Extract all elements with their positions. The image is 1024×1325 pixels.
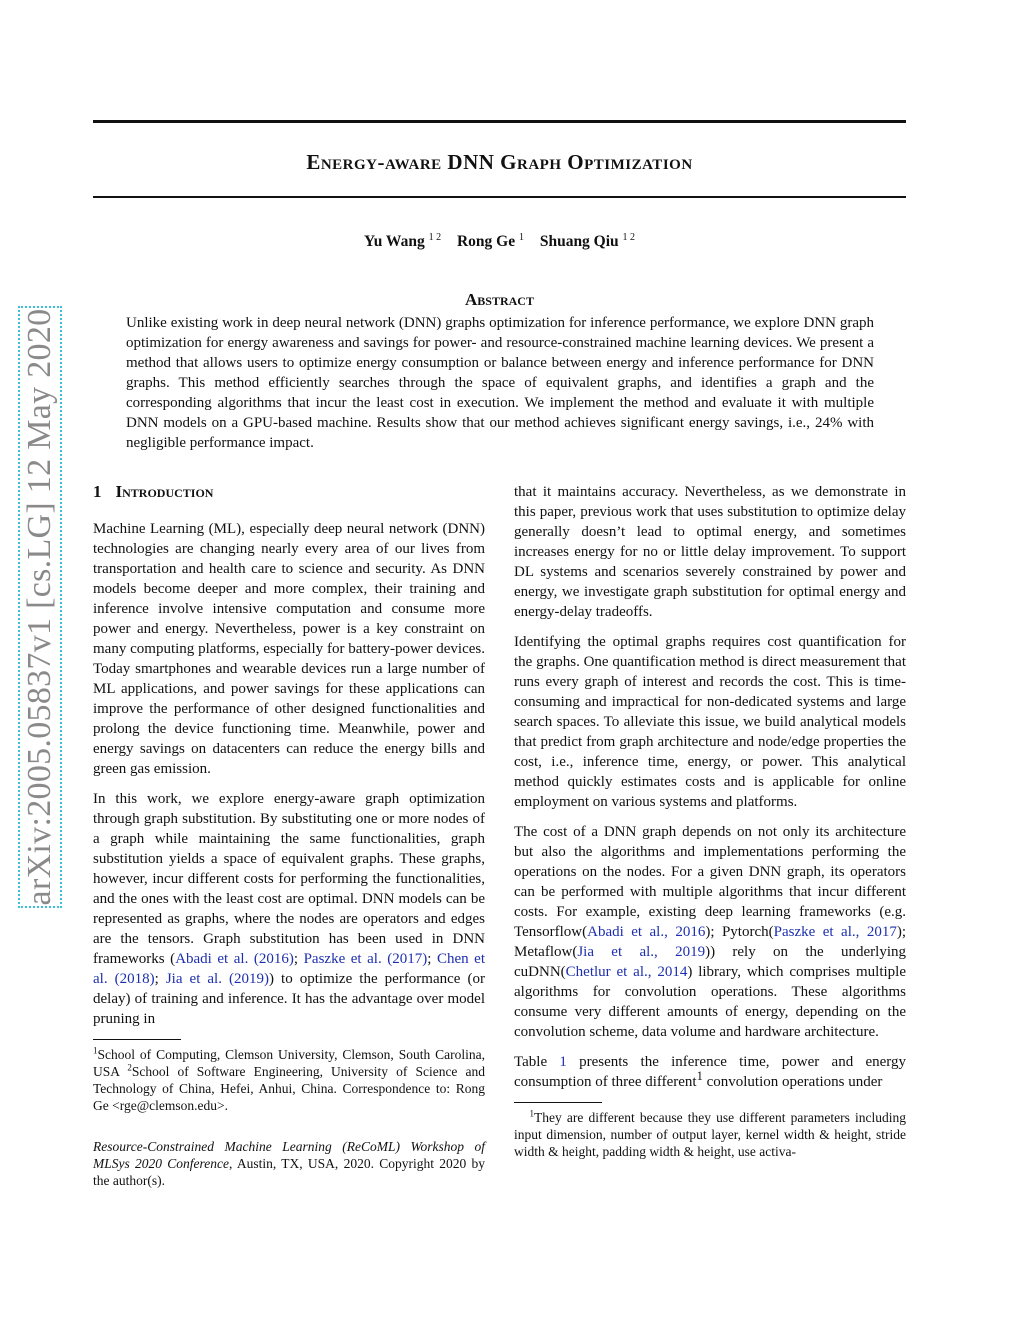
paragraph: Table 1 presents the inference time, power and energy consumption of three different$^1$ convolution operations under	[514, 1054, 906, 1090]
paper-title: Energy-aware DNN Graph Optimization	[306, 150, 693, 174]
citation-link[interactable]: Abadi et al., 2016	[587, 924, 706, 940]
author: Shuang Qiu $^{1 2}$	[539, 231, 636, 250]
table-ref-link[interactable]: 1	[559, 1054, 567, 1070]
footnote-mark[interactable]: 1	[696, 1069, 703, 1083]
citation-link[interactable]: Chetlur et al., 2014	[565, 964, 688, 980]
footnote-rule	[514, 1102, 602, 1103]
arxiv-stamp: arXiv:2005.05837v1 [cs.LG] 12 May 2020	[21, 308, 58, 906]
title-rule-bottom	[93, 196, 906, 198]
citation-link[interactable]: Jia et al., 2019	[577, 944, 706, 960]
citation-link[interactable]: Jia et al. (2019)	[165, 971, 270, 987]
abstract-body: Unlike existing work in deep neural network (DNN) graphs optimization for inference performance, we explore DNN graph optimization for energy awareness and savings for power- and resource-constrained machine learning devices. We present a method that allows users to optimize energy consumption or balance between energy and inference performance for DNN graphs. This method efficiently searches through the space of equivalent graphs, and identifies a graph and the corresponding algorithms that incur the least cost in execution. We implement the method and evaluate it with multiple DNN models on a GPU-based machine. Results show that our method achieves significant energy savings, i.e., 24% with negligible performance impact.	[126, 315, 874, 451]
section-heading: 1 Introduction	[93, 482, 214, 501]
author: Rong Ge $^1$	[456, 231, 524, 250]
title-rule-top	[93, 120, 906, 123]
paragraph: Machine Learning (ML), especially deep neural network (DNN) technologies are changing nearly every area of our lives from transportation and health care to science and security. As DNN models become deeper and more complex, their training and inference involve intensive computation and consume more power and energy. Nevertheless, power is a key constraint on many computing platforms, especially for battery-power devices. Today smartphones and wearable devices run a large number of ML applications, and power savings for these applications can improve the performance of other designed functionalities and prolong the device functioning time. Meanwhile, power and energy savings on datacenters can reduce the energy bills and green gas emission.	[93, 521, 485, 777]
citation-link[interactable]: Chen et al. (2018)	[93, 951, 485, 987]
abstract-heading: Abstract	[465, 290, 534, 309]
citation-link[interactable]: Paszke et al. (2017)	[303, 951, 428, 967]
venue-note: Resource-Constrained Machine Learning (ReCoML) Workshop of MLSys 2020 Conference, Austin, TX, USA, 2020. Copyright 2020 by the author(s).	[93, 1139, 485, 1188]
footnote-rule	[93, 1039, 181, 1040]
author-list	[93, 233, 906, 251]
footnote-1: $^1$They are different because they use different parameters including input dimension, number of output layer, kernel width & height, stride width & height, padding width & height, use activa-	[514, 1108, 906, 1159]
paragraph: In this work, we explore energy-aware graph optimization through graph substitution. By substituting one or more nodes of a graph while maintaining the same functionalities, graph substitution yields a space of equivalent graphs. These graphs, however, incur different costs for performing the functionalities, and the ones with the least cost are optimal. DNN models can be represented as graphs, where the nodes are operators and edges are the tensors. Graph substitution has been used in DNN frameworks (Abadi et al. (2016); Paszke et al. (2017); Chen et al. (2018); Jia et al. (2019)) to optimize the performance (or delay) of training and inference. It has the advantage over model pruning in	[93, 791, 485, 1027]
paragraph: The cost of a DNN graph depends on not only its architecture but also the algorithms and implementations performing the operations on the nodes. For a given DNN graph, its operators can be performed with multiple algorithms that incur different costs. For example, existing deep learning frameworks (e.g. Tensorflow(Abadi et al., 2016); Pytorch(Paszke et al., 2017); Metaflow(Jia et al., 2019)) rely on the underlying cuDNN(Chetlur et al., 2014) library, which comprises multiple algorithms for convolution operations. These algorithms consume very different amounts of energy, depending on the convolution scheme, data volume and hardware architecture.	[514, 824, 906, 1040]
paragraph: that it maintains accuracy. Nevertheless, as we demonstrate in this paper, previous work that uses substitution to optimize delay generally doesn’t lead to optimal energy, and sometimes increases energy for no or little delay improvement. To support DL systems and scenarios severely constrained by power and energy, we investigate graph substitution for optimal energy and energy-delay tradeoffs.	[514, 484, 906, 620]
citation-link[interactable]: Abadi et al. (2016)	[175, 951, 294, 967]
author: Yu Wang $^{1 2}$	[363, 231, 442, 250]
citation-link[interactable]: Paszke et al., 2017	[773, 924, 897, 940]
right-column	[514, 482, 906, 1170]
affiliation-footnote: $^1$School of Computing, Clemson University, Clemson, South Carolina, USA $^2$School of Software Engineering, University of Science and Technology of China, Hefei, Anhui, China. Correspondence to: Rong Ge <rge@clemson.edu>.	[93, 1045, 485, 1113]
paragraph: Identifying the optimal graphs requires cost quantification for the graphs. One quantification method is direct measurement that runs every graph of interest and records the cost. This is time-consuming and impractical for non-dedicated systems and large search spaces. To alleviate this issue, we build analytical models that predict from graph architecture and node/edge properties the cost, i.e., inference time, energy, or power. This analytical method quickly estimates costs and is applicable for online employment on various systems and platforms.	[514, 634, 906, 810]
left-column	[93, 482, 485, 1189]
